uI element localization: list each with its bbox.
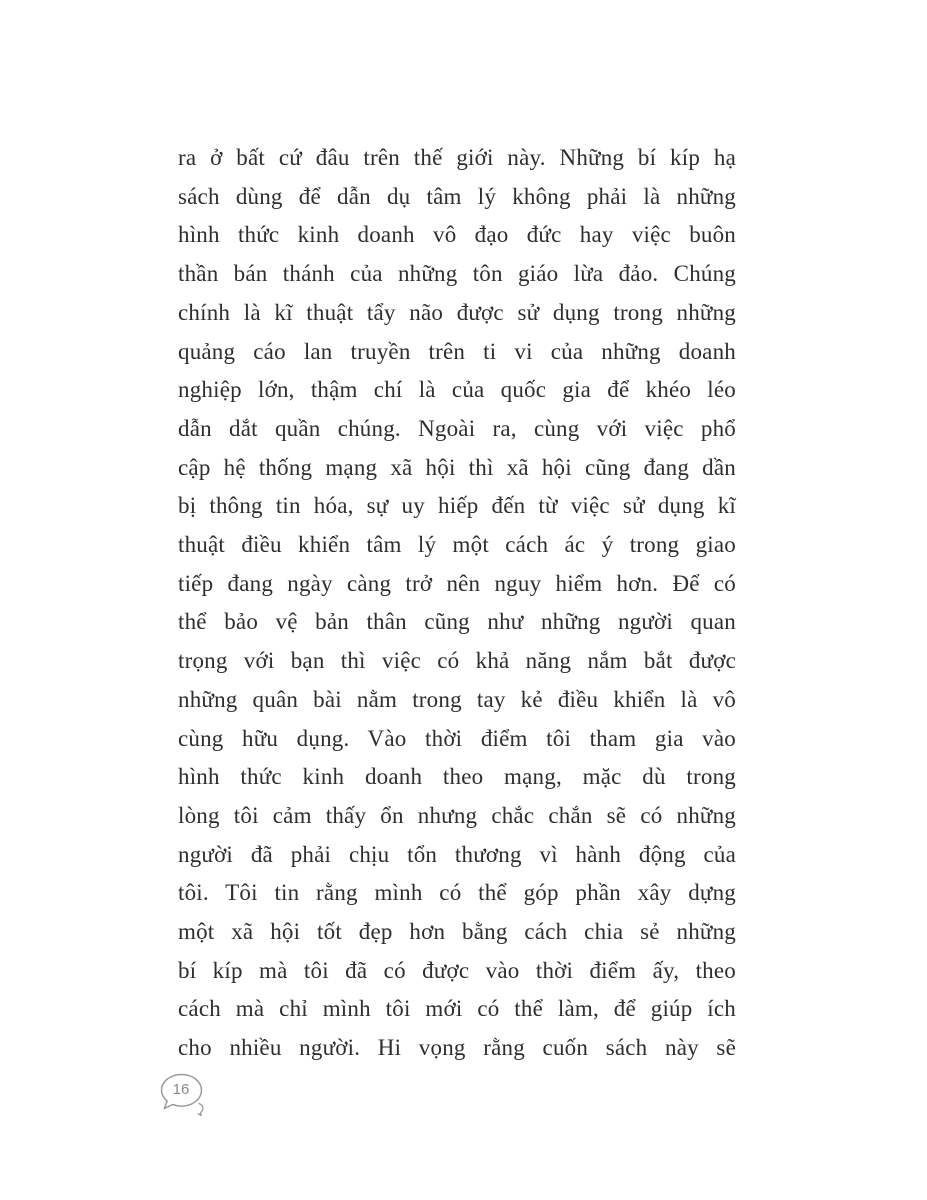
text-line: một xã hội tốt đẹp hơn bằng cách chia sẻ những	[178, 919, 736, 945]
text-line: hình thức kinh doanh theo mạng, mặc dù trong	[178, 764, 736, 790]
text-line: chính là kĩ thuật tẩy não được sử dụng trong những	[178, 299, 736, 325]
text-line: thuật điều khiển tâm lý một cách ác ý trong giao	[178, 532, 736, 558]
text-line: cách mà chỉ mình tôi mới có thể làm, để giúp ích	[178, 996, 736, 1022]
text-line: trọng với bạn thì việc có khả năng nắm bắt được	[178, 648, 736, 674]
paragraph-block	[178, 139, 736, 1068]
text-line: bị thông tin hóa, sự uy hiếp đến từ việc sử dụng kĩ	[178, 493, 736, 519]
text-line: người đã phải chịu tổn thương vì hành động của	[178, 841, 736, 867]
text-line: hình thức kinh doanh vô đạo đức hay việc buôn	[178, 222, 736, 248]
text-line: ra ở bất cứ đâu trên thế giới này. Những bí kíp hạ	[178, 145, 736, 170]
text-line: dẫn dắt quần chúng. Ngoài ra, cùng với việc phổ	[178, 415, 736, 441]
text-line: tôi. Tôi tin rằng mình có thể góp phần xây dựng	[178, 880, 736, 906]
text-line: những quân bài nằm trong tay kẻ điều khiển là vô	[178, 686, 736, 712]
text-line: cùng hữu dụng. Vào thời điểm tôi tham gia vào	[178, 725, 736, 751]
text-line: quảng cáo lan truyền trên ti vi của những doanh	[178, 338, 736, 364]
text-line: cập hệ thống mạng xã hội thì xã hội cũng đang dần	[178, 454, 736, 480]
page-number: 16	[172, 1081, 190, 1098]
text-line: sách dùng để dẫn dụ tâm lý không phải là những	[178, 183, 736, 209]
text-line: thể bảo vệ bản thân cũng như những người quan	[178, 609, 736, 635]
text-line: bí kíp mà tôi đã có được vào thời điểm ấy, theo	[178, 957, 736, 983]
text-line: thần bán thánh của những tôn giáo lừa đảo. Chúng	[178, 261, 736, 287]
text-line: nghiệp lớn, thậm chí là của quốc gia để khéo léo	[178, 377, 736, 403]
text-line: lòng tôi cảm thấy ổn nhưng chắc chắn sẽ có những	[178, 802, 736, 828]
speech-bubble-icon	[158, 1070, 210, 1120]
page-footer	[158, 1070, 210, 1120]
text-line: cho nhiều người. Hi vọng rằng cuốn sách này sẽ	[178, 1035, 736, 1061]
text-line: tiếp đang ngày càng trở nên nguy hiểm hơn. Để có	[178, 570, 736, 596]
